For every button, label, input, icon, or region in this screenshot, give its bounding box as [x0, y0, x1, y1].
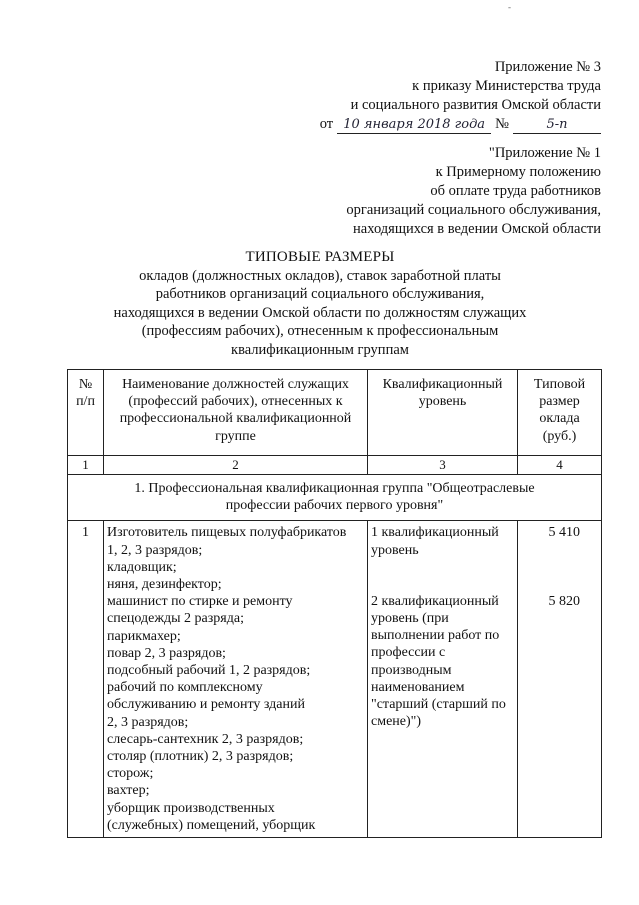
position-line: столяр (плотник) 2, 3 разрядов; — [107, 749, 294, 765]
header-qualification-level: Квалификационный уровень — [368, 370, 518, 456]
position-line: парикмахер; — [107, 628, 181, 644]
title-line: окладов (должностных окладов), ставок заработной платы — [139, 267, 501, 284]
position-line: спецодежды 2 разряда; — [107, 611, 244, 627]
document-title — [60, 248, 580, 359]
header-salary: Типовой размер оклада (руб.) — [518, 370, 602, 456]
appendix-quote-line: к Примерному положению — [435, 164, 601, 180]
title-line: находящихся в ведении Омской области по должностям служащих — [113, 304, 527, 321]
order-prefix: от — [319, 116, 334, 132]
appendix-line: к приказу Министерства труда — [412, 78, 601, 94]
appendix-line: и социального развития Омской области — [350, 97, 601, 113]
table-header-row — [68, 370, 602, 456]
order-date-line — [320, 115, 601, 134]
corner-mark: - — [508, 2, 511, 12]
position-line: Изготовитель пищевых полуфабрикатов — [107, 525, 347, 541]
appendix-quote-line: "Приложение № 1 — [488, 145, 601, 161]
level-2-line: наименованием — [371, 679, 465, 695]
position-line: обслуживанию и ремонту зданий — [107, 697, 305, 713]
appendix-line: Приложение № 3 — [494, 59, 601, 75]
position-line: няня, дезинфектор; — [107, 577, 222, 593]
qualification-levels — [368, 521, 518, 838]
header-position-name: Наименование должностей служащих (профессий рабочих), отнесенных к профессиональной квалификационной группе — [104, 370, 368, 456]
level-2-line: уровень (при — [371, 611, 449, 627]
position-line: 1, 2, 3 разрядов; — [107, 542, 203, 558]
position-list — [104, 521, 368, 838]
level-2-line: производным — [371, 662, 452, 678]
position-line: машинист по стирке и ремонту — [107, 594, 293, 610]
column-number: 1 — [68, 456, 104, 475]
position-line: кладовщик; — [107, 559, 177, 575]
salary-level-1: 5 410 — [548, 525, 580, 541]
position-line: вахтер; — [107, 783, 150, 799]
level-2-line: смене)") — [371, 714, 422, 730]
spacer — [521, 542, 598, 593]
salary-values — [518, 521, 602, 838]
level-2-line: профессии с — [371, 645, 446, 661]
position-line: (служебных) помещений, уборщик — [107, 817, 316, 833]
position-line: рабочий по комплексному — [107, 680, 263, 696]
group-title: 1. Профессиональная квалификационная группа "Общеотраслевые профессии рабочих первого уровня" — [68, 475, 602, 521]
position-line: сторож; — [107, 766, 154, 782]
position-line: 2, 3 разрядов; — [107, 714, 189, 730]
column-number: 4 — [518, 456, 602, 475]
level-1-line: уровень — [371, 542, 419, 558]
level-2-line: 2 квалификационный — [371, 593, 499, 609]
position-line: повар 2, 3 разрядов; — [107, 645, 226, 661]
handwritten-order-number: 5-п — [513, 116, 601, 134]
appendix-quote — [346, 144, 601, 239]
level-2-line: "старший (старший по — [371, 697, 506, 713]
appendix-quote-line: организаций социального обслуживания, — [346, 202, 601, 218]
handwritten-order-date: 10 января 2018 года — [337, 116, 491, 134]
column-number: 3 — [368, 456, 518, 475]
level-1-line: 1 квалификационный — [371, 525, 499, 541]
column-number-row — [68, 456, 602, 475]
appendix-quote-line: об оплате труда работников — [430, 183, 601, 199]
position-line: подсобный рабочий 1, 2 разрядов; — [107, 663, 311, 679]
table-row — [68, 521, 602, 838]
title-line: (профессиям рабочих), отнесенным к профессиональным — [141, 323, 499, 339]
order-number-label: № — [495, 116, 509, 132]
title-line: квалификационным группам — [231, 341, 409, 358]
position-line: слесарь-сантехник 2, 3 разрядов; — [107, 731, 304, 747]
position-line: уборщик производственных — [107, 800, 275, 816]
spacer — [371, 559, 514, 593]
header-num: № п/п — [68, 370, 104, 456]
appendix-quote-line: находящихся в ведении Омской области — [353, 221, 601, 237]
appendix-header — [320, 58, 601, 134]
level-2-line: выполнении работ по — [371, 628, 500, 644]
group-title-row — [68, 475, 602, 521]
row-number: 1 — [68, 521, 104, 838]
title-main: ТИПОВЫЕ РАЗМЕРЫ — [245, 249, 395, 265]
column-number: 2 — [104, 456, 368, 475]
salary-level-2: 5 820 — [548, 593, 580, 609]
title-line: работников организаций социального обслуживания, — [155, 286, 485, 302]
salary-table — [67, 369, 602, 838]
